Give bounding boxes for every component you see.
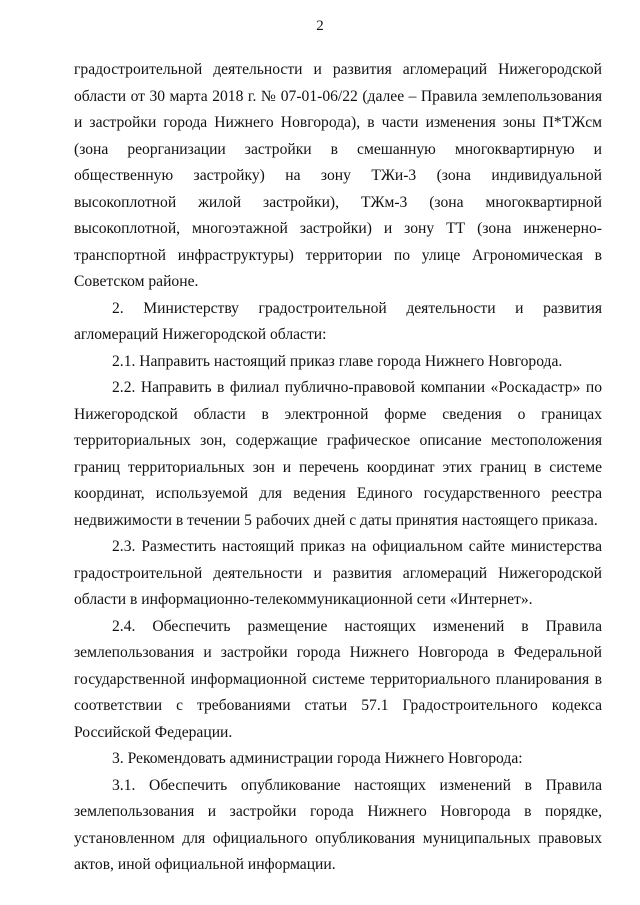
paragraph-item-2-1: 2.1. Направить настоящий приказ главе города Нижнего Новгорода. [112,352,563,370]
paragraph-continuation: градостроительной деятельности и развития агломераций Нижегородской области от 30 марта 2018 г. № 07-01-06/22 (далее – Правила землепользования и застройки города Нижнего Новгорода), в части изменения зоны П*ТЖсм (зона реорганизации застройки в смешанную многоквартирную и общественную застройку) на зону ТЖи-3 (зона индивидуальной высокоплотной жилой застройки), ТЖм-3 (зона многоквартирной высокоплотной, многоэтажной застройки) и зону ТТ (зона инженерно-транспортной инфраструктуры) территории по улице Агрономическая в Советском районе. [74,61,602,290]
paragraph-item-2-3: 2.3. Разместить настоящий приказ на официальном сайте министерства градостроительной деятельности и развития агломераций Нижегородской области в информационно-телекоммуникационной сети «Интернет». [74,538,602,608]
paragraph-item-2: 2. Министерству градостроительной деятельности и развития агломераций Нижегородской области: [74,299,602,343]
paragraph-item-3: 3. Рекомендовать администрации города Нижнего Новгорода: [112,750,523,767]
paragraph-item-3-1: 3.1. Обеспечить опубликование настоящих изменений в Правила землепользования и застройки города Нижнего Новгорода в порядке, установленном для официального опубликования муниципальных правовых актов, иной официальной информации. [74,776,602,873]
document-body [74,57,602,879]
paragraph-item-2-2: 2.2. Направить в филиал публично-правовой компании «Роскадастр» по Нижегородской области в электронной форме сведения о границах территориальных зон, содержащие графическое описание местоположения границ территориальных зон и перечень координат этих границ в системе координат, используемой для ведения Единого государственного реестра недвижимости в течении 5 рабочих дней с даты принятия настоящего приказа. [74,379,602,529]
page-number: 2 [316,18,324,34]
paragraph-item-2-4: 2.4. Обеспечить размещение настоящих изменений в Правила землепользования и застройки города Нижнего Новгорода в Федеральной государственной информационной системе территориального планирования в соответствии с требованиями статьи 57.1 Градостроительного кодекса Российской Федерации. [74,617,602,741]
